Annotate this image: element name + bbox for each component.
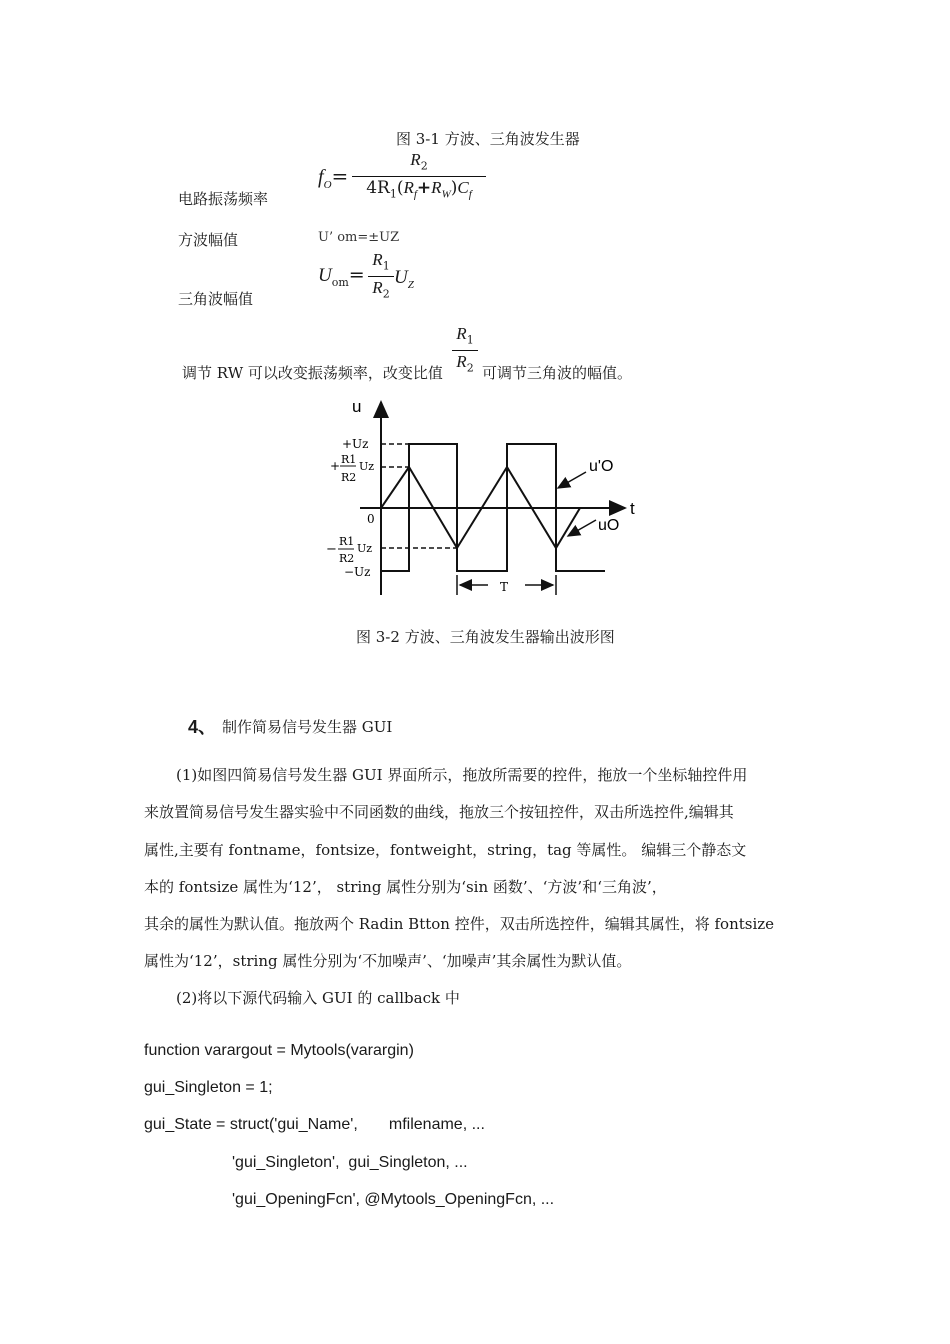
uo-label: uO: [598, 517, 620, 534]
triangle-amplitude-lhs: $U_{om}=$: [318, 264, 365, 289]
code-line-3: gui_State = struct('gui_Name', mfilename, ...: [144, 1116, 485, 1133]
r1-label-top: R1: [341, 453, 357, 466]
figure-3-1-caption: 图 3-1 方波、三角波发生器: [396, 130, 580, 148]
para1-line-1: (1)如图四简易信号发生器 GUI 界面所示，拖放所需要的控件，拖放一个坐标轴控件用: [176, 766, 748, 784]
code-line-4: 'gui_Singleton', gui_Singleton, ...: [232, 1154, 468, 1171]
adjust-prefix: 调节 RW 可以改变振荡频率，改变比值: [182, 364, 443, 382]
para1-line-3: 属性,主要有 fontname，fontsize，fontweight，string，tag 等属性。 编辑三个静态文: [144, 841, 747, 859]
adjust-ratio-fraction: $R_1$ $R_2$: [452, 324, 478, 380]
uz-label-bottom: Uz: [357, 542, 373, 555]
para1-line-6: 属性为‘12’，string 属性分别为‘不加噪声’、‘加噪声’其余属性为默认值。: [144, 952, 632, 970]
adjust-suffix: 可调节三角波的幅值。: [482, 364, 633, 382]
section-4-title: 制作简易信号发生器 GUI: [222, 718, 393, 736]
frequency-fraction: $R_2$ $4R_1(R_f+R_W)C_f$: [352, 150, 486, 206]
triangle-amplitude-uz: $U_Z$: [394, 267, 414, 291]
figure-3-2-caption: 图 3-2 方波、三角波发生器输出波形图: [356, 628, 615, 646]
r2-label-bottom: R2: [339, 552, 355, 565]
code-line-1: function varargout = Mytools(varargin): [144, 1042, 414, 1059]
plus-sign: +: [330, 459, 341, 473]
axis-t-label: t: [630, 499, 635, 518]
uo-prime-label: u'O: [589, 458, 614, 475]
code-line-5: 'gui_OpeningFcn', @Mytools_OpeningFcn, ...: [232, 1191, 555, 1208]
square-amplitude-label: 方波幅值: [178, 231, 239, 249]
r2-label-top: R2: [341, 471, 357, 484]
frequency-lhs: $f_O=$: [318, 164, 349, 191]
code-line-2: gui_Singleton = 1;: [144, 1079, 273, 1096]
para1-line-5: 其余的属性为默认值。拖放两个 Radin Btton 控件，双击所选控件，编辑其属性，将 fontsize: [144, 915, 775, 933]
plus-uz-label: +Uz: [342, 437, 369, 451]
section-4-number: 4、: [188, 717, 217, 737]
para1-line-2: 来放置简易信号发生器实验中不同函数的曲线，拖放三个按钮控件，双击所选控件,编辑其: [144, 803, 734, 821]
zero-label: 0: [367, 512, 375, 526]
para1-line-4: 本的 fontsize 属性为‘12’， string 属性分别为‘sin 函数’、‘方波’和‘三角波’，: [144, 878, 667, 896]
axis-u-label: u: [352, 397, 362, 416]
waveform-diagram: [300, 390, 660, 610]
minus-uz-label: −Uz: [344, 565, 371, 579]
period-label: T: [500, 580, 509, 594]
triangle-amplitude-fraction: $R_1$ $R_2$: [368, 250, 394, 306]
minus-sign: −: [326, 542, 337, 557]
square-amplitude-formula: U’ om=±UZ: [318, 230, 400, 245]
triangle-amplitude-label: 三角波幅值: [178, 290, 254, 308]
frequency-label: 电路振荡频率: [178, 190, 269, 208]
para2-line: (2)将以下源代码输入 GUI 的 callback 中: [176, 989, 460, 1007]
uz-label-top: Uz: [359, 460, 375, 473]
r1-label-bottom: R1: [339, 535, 355, 548]
